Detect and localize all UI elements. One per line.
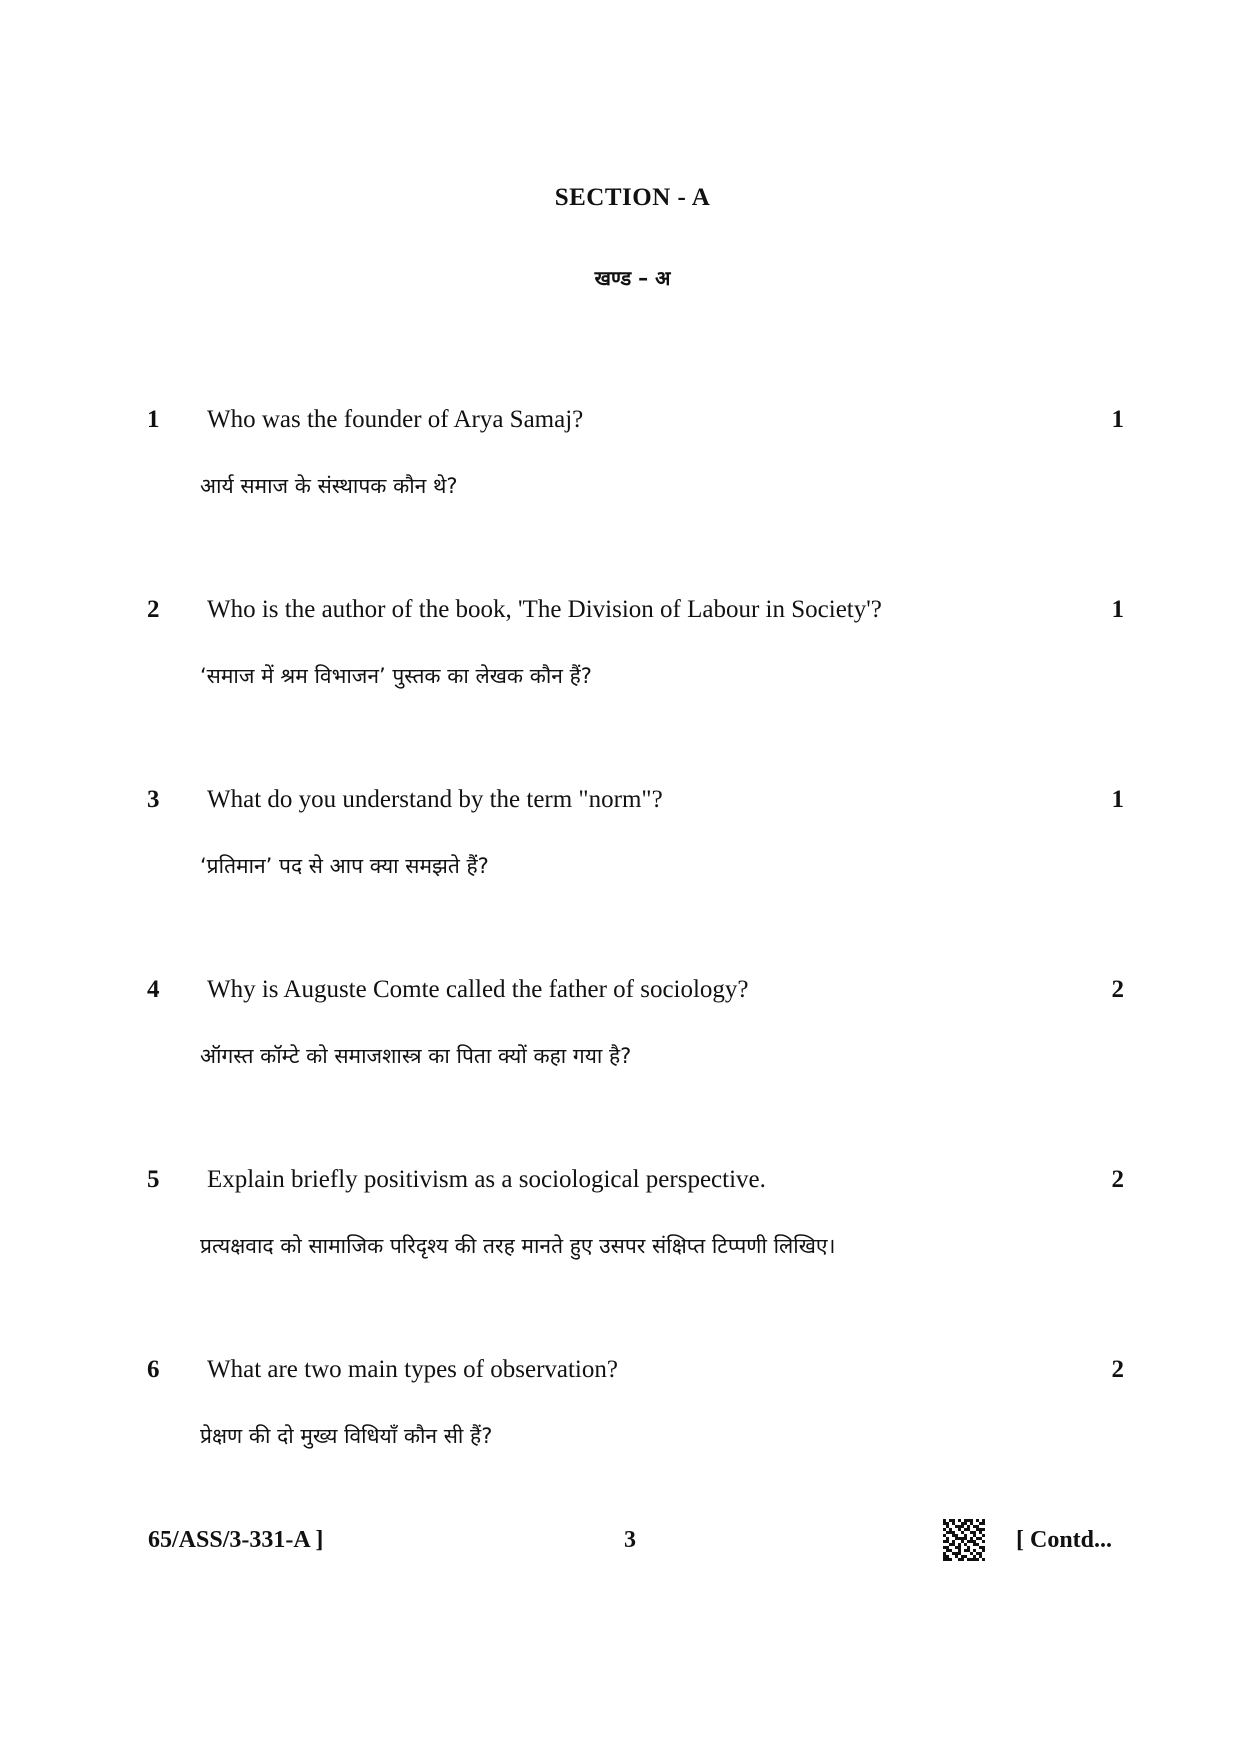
section-title-hindi: खण्ड – अ — [594, 266, 671, 290]
question-text-hindi: ऑगस्त कॉम्टे को समाजशास्त्र का पिता क्यों कहा गया है? — [200, 1044, 632, 1068]
question-1 — [0, 406, 1240, 516]
question-2 — [0, 596, 1240, 706]
question-text-english: Who was the founder of Arya Samaj? — [207, 406, 584, 433]
page-number: 3 — [624, 1527, 636, 1553]
question-number: 3 — [147, 786, 160, 813]
question-number: 6 — [147, 1356, 160, 1383]
question-5 — [0, 1166, 1240, 1276]
question-text-hindi: आर्य समाज के संस्थापक कौन थे? — [200, 474, 458, 498]
continued-label: [ Contd... — [1016, 1527, 1113, 1553]
question-4 — [0, 976, 1240, 1086]
question-number: 5 — [147, 1166, 160, 1193]
question-6 — [0, 1356, 1240, 1466]
question-text-hindi: प्रेक्षण की दो मुख्य विधियाँ कौन सी हैं? — [200, 1424, 493, 1448]
section-title: SECTION - A — [554, 184, 711, 211]
question-text-english: What are two main types of observation? — [207, 1356, 618, 1383]
paper-code: 65/ASS/3-331-A ] — [148, 1527, 324, 1553]
qr-code-icon — [943, 1519, 985, 1561]
question-3 — [0, 786, 1240, 896]
question-text-english: Why is Auguste Comte called the father of sociology? — [207, 976, 749, 1003]
question-marks: 2 — [1111, 1166, 1124, 1193]
question-text-english: Explain briefly positivism as a sociological perspective. — [207, 1166, 766, 1193]
question-text-hindi: ‘समाज में श्रम विभाजन’ पुस्तक का लेखक कौन हैं? — [200, 664, 592, 688]
question-text-english: What do you understand by the term "norm"? — [207, 786, 663, 813]
question-number: 4 — [147, 976, 160, 1003]
question-marks: 1 — [1111, 406, 1124, 433]
question-text-hindi: ‘प्रतिमान’ पद से आप क्या समझते हैं? — [200, 854, 489, 878]
question-number: 2 — [147, 596, 160, 623]
question-marks: 1 — [1111, 786, 1124, 813]
question-marks: 1 — [1111, 596, 1124, 623]
question-marks: 2 — [1111, 976, 1124, 1003]
question-number: 1 — [147, 406, 160, 433]
question-text-english: Who is the author of the book, 'The Division of Labour in Society'? — [207, 596, 882, 623]
question-text-hindi: प्रत्यक्षवाद को सामाजिक परिदृश्य की तरह मानते हुए उसपर संक्षिप्त टिप्पणी लिखिए। — [200, 1234, 836, 1258]
question-marks: 2 — [1111, 1356, 1124, 1383]
